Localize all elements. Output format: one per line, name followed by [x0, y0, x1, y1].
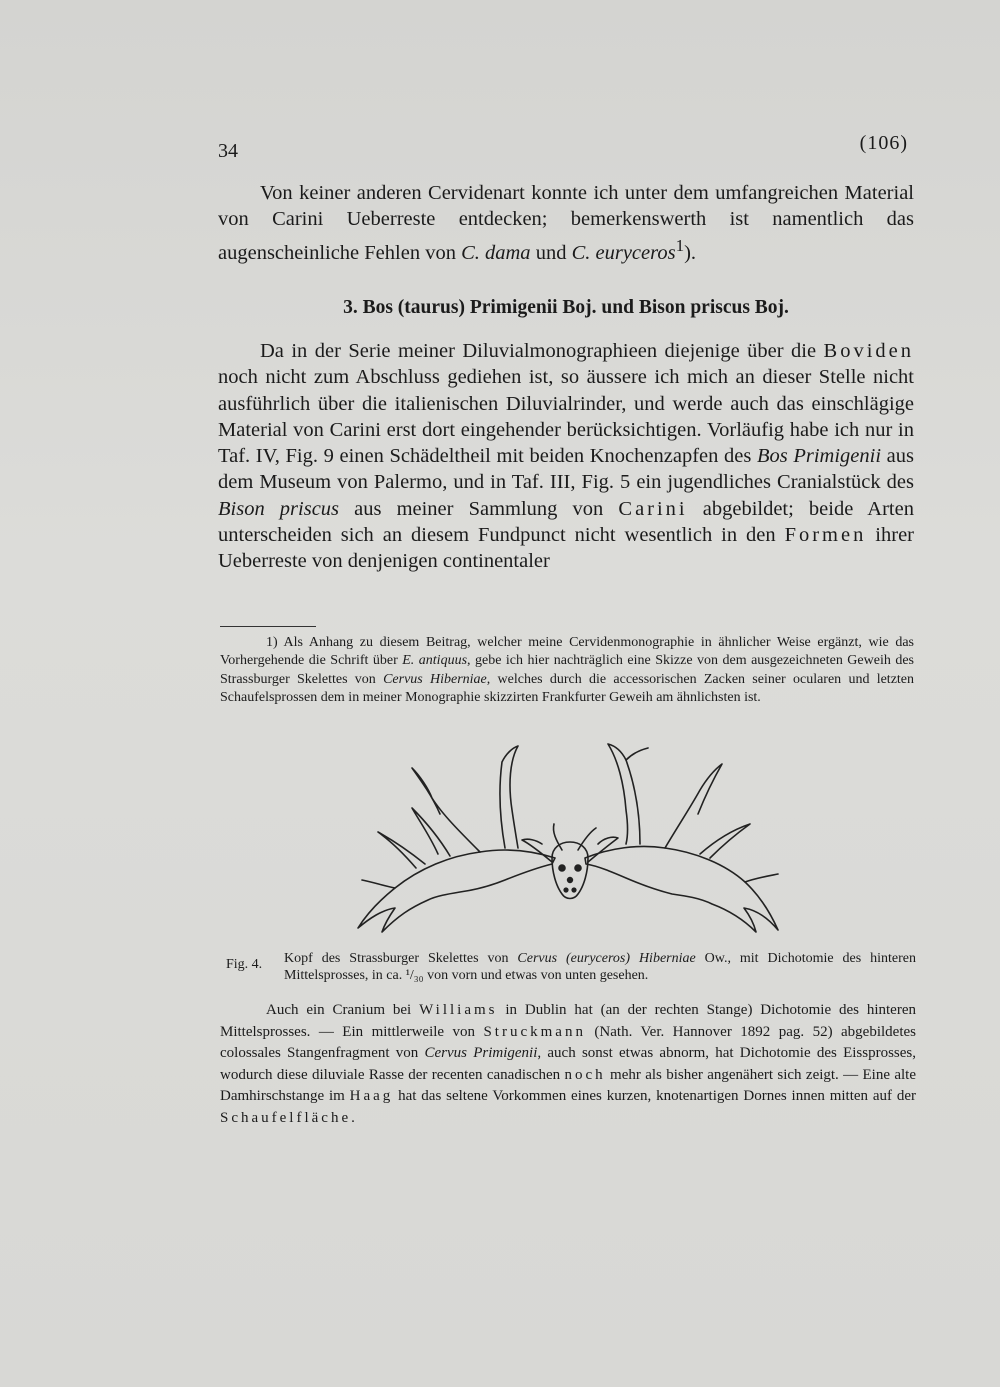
supplementary-paragraph	[220, 1000, 916, 1129]
species-name: C. dama	[461, 241, 531, 264]
scale-fraction: ¹/₃₀	[405, 968, 424, 983]
spaced-text: Williams	[419, 1002, 498, 1018]
footnote	[220, 634, 914, 708]
species-name: Cervus Primigenii	[424, 1045, 538, 1061]
spaced-text: Formen	[784, 524, 867, 547]
text-span: aus dem Museum von Palermo, und in Taf. III, Fig. 5 ein jugendliches Cranialstück des	[218, 445, 915, 494]
species-name: Bos Primigenii	[756, 445, 882, 468]
text-span: mehr als bisher angenähert sich zeigt. — Eine alte Damhirschstange im	[220, 1066, 917, 1104]
text-span: , welches durch die accessorischen Zacken seiner ocularen und letzten Schaufelsprossen dem in meiner Monographie skizzirten Frankfurter Geweih am ähnlichsten ist.	[220, 671, 915, 706]
text-span: in Dublin hat (an der rechten Stange) Dichotomie des hinteren Mittelsprosses. — Ein mittlerweile von	[220, 1002, 916, 1040]
figure-caption	[226, 950, 916, 984]
text-span: 1) Als Anhang zu diesem Beitrag, welcher meine Cervidenmonographie in ähnlicher Weise ergänzt, wie das Vorhergehende die Schrift über	[220, 635, 914, 669]
text-span: von vorn und etwas von unten gesehen.	[423, 968, 649, 983]
spaced-text: Boviden	[823, 340, 914, 362]
spaced-text: Carini	[618, 497, 688, 520]
species-name: E. antiquus	[402, 653, 468, 669]
page-number: 34	[218, 140, 238, 162]
footnote-divider	[220, 626, 316, 627]
paragraph-cervidae	[218, 180, 914, 266]
text-span: hat das seltene Vorkommen eines kurzen, knotenartigen Dornes innen mitten auf der	[393, 1088, 916, 1104]
page-header	[218, 132, 908, 162]
antler-skull-illustration	[340, 740, 790, 940]
text-span: (Nath. Ver. Hannover 1892 pag. 52) abgebildetes colossales Stangenfragment von	[220, 1023, 916, 1061]
text-span: und	[530, 241, 572, 264]
figure-caption-text	[284, 950, 916, 984]
text-span: .	[351, 1109, 355, 1126]
text-span: aus meiner Sammlung von	[339, 497, 619, 520]
text-span: Von keiner anderen Cervidenart konnte ich unter dem umfangreichen Material von Carini Ueberreste entdecken; bemerkenswerth ist namentlich das augenscheinliche Fehlen von	[218, 182, 914, 264]
footnote-ref: 1	[675, 235, 685, 255]
text-span: , auch sonst etwas abnorm, hat Dichotomie des Eissprosses, wodurch diese diluviale Rasse der recenten canadischen	[220, 1045, 916, 1083]
page-number-bracketed: (106)	[859, 132, 908, 154]
text-span: ihrer Ueberreste von denjenigen continentaler	[218, 524, 914, 573]
species-name: C. euryceros	[571, 241, 676, 264]
figure-label: Fig. 4.	[226, 957, 263, 972]
text-span: Da in der Serie meiner Diluvialmonographieen diejenige über die	[260, 340, 824, 362]
text-span: noch nicht zum Abschluss gediehen ist, so äussere ich mich an dieser Stelle nicht ausführlich über die italienischen Diluvialrinder, und werde auch das einschlägige Material von Carini erst dort eingehender berücksichtigen. Vorläufig habe ich nur in Taf. IV, Fig. 9 einen Schädeltheil mit beiden Knochenzapfen des	[218, 366, 914, 468]
spaced-text: Struckmann	[483, 1023, 586, 1040]
spaced-text: Haag	[349, 1088, 394, 1104]
section-heading: 3. Bos (taurus) Primigenii Boj. und Bison priscus Boj.	[343, 297, 789, 318]
text-span: ).	[684, 241, 697, 264]
text-span: Kopf des Strassburger Skelettes von	[284, 951, 518, 966]
species-name: Cervus (euryceros) Hiberniae	[517, 951, 696, 966]
text-span: , gebe ich hier nachträglich eine Skizze von dem ausgezeichneten Geweih des Strassburger Skelettes von	[220, 653, 914, 687]
species-name: Bison priscus	[218, 497, 340, 520]
text-span: Auch ein Cranium bei	[266, 1002, 420, 1018]
paragraph-bovidae	[218, 338, 914, 575]
spaced-text: Schaufelfläche	[220, 1109, 352, 1126]
text-span: Ow., mit Dichotomie des hinteren Mittelsprosses, in ca.	[284, 951, 917, 983]
species-name: Cervus Hiberniae	[383, 671, 487, 687]
text-span: abgebildet; beide Arten unterscheiden sich an diesem Fundpunct nicht wesentlich in den	[218, 497, 914, 547]
spaced-text: noch	[564, 1066, 606, 1083]
